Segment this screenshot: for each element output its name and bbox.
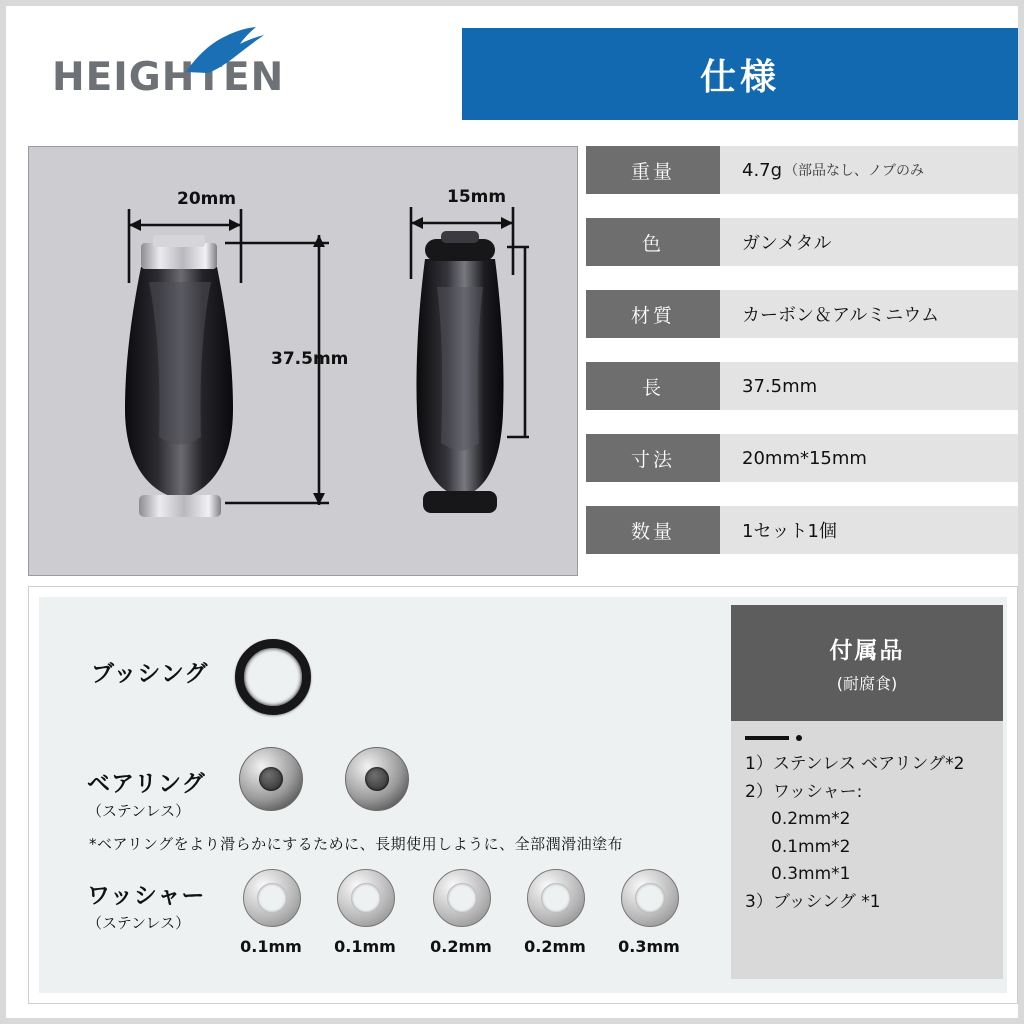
- spec-key: 寸法: [586, 434, 720, 482]
- included-items-header: [731, 605, 1003, 721]
- bushing-ring-icon: [235, 639, 311, 715]
- spec-value: [720, 434, 1018, 482]
- spec-key: 数量: [586, 506, 720, 554]
- divider-bar: [745, 736, 789, 740]
- bearing-label-text: ベアリング: [87, 771, 206, 797]
- product-photo-panel: [28, 146, 578, 576]
- washer-size-caption: 0.2mm: [524, 937, 586, 956]
- spec-key: 長: [586, 362, 720, 410]
- knob-front-shape: [125, 235, 233, 517]
- bushing-label: ブッシング: [91, 661, 209, 687]
- table-row: [586, 146, 1018, 194]
- spec-value: [720, 290, 1018, 338]
- washer-icon: [621, 869, 679, 927]
- spec-key: 重量: [586, 146, 720, 194]
- list-item: 0.2mm*2: [771, 809, 851, 830]
- bearing-sublabel: （ステンレス）: [87, 802, 191, 820]
- list-item: 1）ステンレス ベアリング*2: [745, 754, 965, 774]
- knob-side-shape: [416, 231, 503, 513]
- brand-logo: [52, 54, 332, 124]
- spec-value: [720, 218, 1018, 266]
- list-item: 0.3mm*1: [771, 864, 851, 885]
- spec-banner: [462, 28, 1018, 120]
- spec-value: [720, 506, 1018, 554]
- spec-table: [586, 146, 1018, 574]
- accessories-inner: [39, 597, 1007, 993]
- fish-swoosh-icon: [182, 26, 268, 74]
- spec-value-text: ガンメタル: [742, 233, 832, 254]
- brand-name: HEIGHTEN: [52, 55, 285, 100]
- list-item: 2）ワッシャー:: [745, 781, 863, 802]
- dimension-depth-label: 15mm: [447, 187, 507, 207]
- spec-value-text: 4.7g: [742, 159, 783, 181]
- included-items-box: [731, 605, 1003, 979]
- dimension-width-label: 20mm: [177, 189, 237, 209]
- washer-icon: [243, 869, 301, 927]
- bearing-label: [87, 765, 206, 821]
- included-items-subtitle: (耐腐食): [836, 674, 898, 693]
- table-row: [586, 290, 1018, 338]
- washer-icon: [527, 869, 585, 927]
- table-row: [586, 506, 1018, 554]
- divider-dot: [796, 735, 802, 741]
- included-items-title: 付属品: [829, 638, 905, 664]
- divider: [745, 735, 1003, 741]
- table-row: [586, 362, 1018, 410]
- page-header: [6, 6, 1018, 132]
- washer-size-caption: 0.1mm: [240, 937, 302, 956]
- table-row: [586, 218, 1018, 266]
- washer-sublabel: （ステンレス）: [87, 914, 191, 932]
- bearing-icon: [239, 747, 303, 811]
- list-item: 3）ブッシング *1: [745, 891, 881, 912]
- dimension-height-label: 37.5mm: [271, 349, 349, 369]
- spec-value-text: 1セット1個: [742, 521, 837, 542]
- washer-icon: [433, 869, 491, 927]
- table-row: [586, 434, 1018, 482]
- spec-value-text: 20mm*15mm: [742, 447, 867, 469]
- washer-size-caption: 0.2mm: [430, 937, 492, 956]
- washer-label-text: ワッシャー: [87, 883, 206, 909]
- spec-value: [720, 362, 1018, 410]
- accessories-panel: [28, 586, 1018, 1004]
- spec-value-note: （部品なし、ノブのみ: [784, 163, 925, 179]
- spec-key: 材質: [586, 290, 720, 338]
- list-item: 0.1mm*2: [771, 836, 851, 857]
- spec-value-text: カーボン＆アルミニウム: [742, 305, 940, 326]
- bearing-icon: [345, 747, 409, 811]
- spec-value-text: 37.5mm: [742, 375, 818, 397]
- lubrication-note: *ベアリングをより滑らかにするために、長期使用しように、全部潤滑油塗布: [89, 835, 624, 853]
- washer-size-caption: 0.1mm: [334, 937, 396, 956]
- included-items-list: [731, 749, 1003, 916]
- spec-banner-title: 仕様: [699, 56, 780, 98]
- spec-value: [720, 146, 1018, 194]
- spec-key: 色: [586, 218, 720, 266]
- washer-label: [87, 877, 205, 933]
- washer-icon: [337, 869, 395, 927]
- washer-size-caption: 0.3mm: [618, 937, 680, 956]
